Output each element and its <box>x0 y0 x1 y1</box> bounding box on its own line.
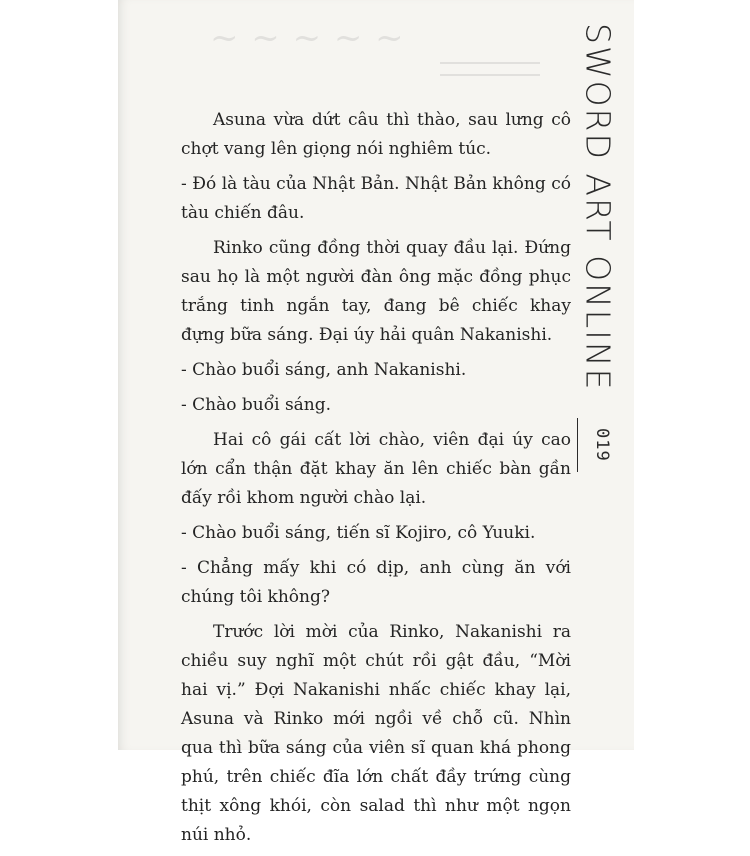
page-body <box>181 106 571 856</box>
page-number: 019 <box>592 428 612 462</box>
series-title: SWORD ART ONLINE <box>578 23 618 392</box>
paragraph: Rinko cũng đồng thời quay đầu lại. Đứng sau họ là một người đàn ông mặc đồng phục trắng tinh ngắn tay, đang bê chiếc khay đựng bữa sáng. Đại úy hải quân Nakanishi. <box>181 238 571 345</box>
dialogue-line: - Chẳng mấy khi có dịp, anh cùng ăn với chúng tôi không? <box>181 558 571 607</box>
bleed-through-header: ~ ~ ~ ~ ~ <box>210 18 405 58</box>
paragraph: Hai cô gái cất lời chào, viên đại úy cao lớn cẩn thận đặt khay ăn lên chiếc bàn gần đấy rồi khom người chào lại. <box>181 430 571 508</box>
bleed-through-ornament <box>440 62 540 76</box>
series-title-running-head <box>578 10 618 405</box>
page-number-box <box>582 420 622 470</box>
dialogue-line: - Chào buổi sáng. <box>181 395 332 415</box>
paragraph: Asuna vừa dứt câu thì thào, sau lưng cô chợt vang lên giọng nói nghiêm túc. <box>181 110 571 159</box>
dialogue-line: - Chào buổi sáng, anh Nakanishi. <box>181 360 467 380</box>
dialogue-line: - Chào buổi sáng, tiến sĩ Kojiro, cô Yuuki. <box>181 523 536 543</box>
paragraph: Trước lời mời của Rinko, Nakanishi ra chiều suy nghĩ một chút rồi gật đầu, “Mời hai vị.” Đợi Nakanishi nhấc chiếc khay lại, Asuna và Rinko mới ngồi về chỗ cũ. Nhìn qua thì bữa sáng của viên sĩ quan khá phong phú, trên chiếc đĩa lớn chất đầy trứng cùng thịt xông khói, còn salad thì như một ngọn núi nhỏ. <box>181 622 571 845</box>
page-number-rule <box>577 418 578 472</box>
dialogue-line: - Đó là tàu của Nhật Bản. Nhật Bản không có tàu chiến đâu. <box>181 174 571 223</box>
